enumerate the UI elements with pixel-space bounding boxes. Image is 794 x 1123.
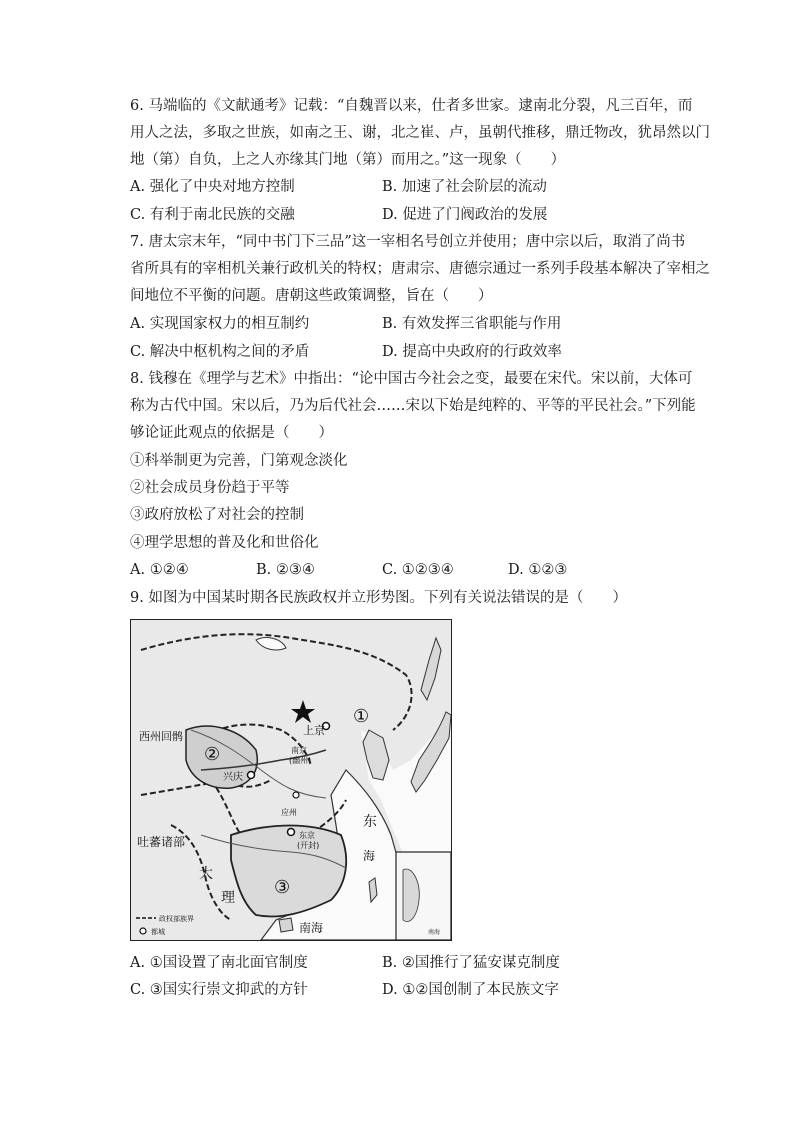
q7-stem-line-2: 省所具有的宰相机关兼行政机关的特权；唐肃宗、唐德宗通过一系列手段基本解决了宰相之: [130, 261, 710, 277]
label-xizhou: 西州回鹘: [139, 730, 183, 743]
q7-option-c: C. 解决中枢机构之间的矛盾: [130, 344, 310, 360]
label-dong: 东: [363, 814, 377, 830]
q8-option-c: C. ①②③④: [382, 562, 454, 578]
legend-border-label: 政权部族界: [159, 915, 194, 923]
label-dali-2: 理: [221, 890, 235, 906]
q8-option-b: B. ②③④: [256, 562, 315, 578]
q7-option-b: B. 有效发挥三省职能与作用: [382, 316, 562, 332]
label-dongjing-2: (开封): [297, 841, 320, 850]
q8-option-d: D. ①②③: [508, 562, 568, 578]
label-nanjing-2: (幽州): [289, 756, 312, 765]
q8-item-3: ③政府放松了对社会的控制: [130, 507, 304, 523]
label-nanhai: 南海: [299, 921, 324, 935]
label-dongjing-1: 东京: [299, 831, 315, 840]
label-nanjing-1: 南京: [291, 746, 307, 755]
label-tubo: 吐蕃诸部: [137, 835, 186, 849]
q7-option-d: D. 提高中央政府的行政效率: [382, 344, 562, 360]
legend-capital-label: 都城: [151, 928, 165, 936]
q9-option-a: A. ①国设置了南北面官制度: [130, 955, 308, 971]
q6-option-a: A. 强化了中央对地方控制: [130, 179, 295, 195]
label-yingtian: 应州: [281, 808, 297, 817]
label-shangjing: 上京: [303, 724, 325, 737]
label-state-2: ②: [204, 744, 221, 765]
q6-option-b: B. 加速了社会阶层的流动: [382, 179, 547, 195]
q8-stem-line-1: 8. 钱穆在《理学与艺术》中指出：“论中国古今社会之变，最要在宋代。宋以前，大体可: [130, 371, 693, 387]
label-state-1: ①: [353, 706, 370, 727]
label-state-3: ③: [274, 877, 291, 898]
q6-stem-line-1: 6. 马端临的《文献通考》记载：“自魏晋以来，仕者多世家。逮南北分裂，凡三百年，而: [130, 98, 693, 114]
q8-item-1: ①科举制更为完善，门第观念淡化: [130, 453, 348, 469]
q7-option-a: A. 实现国家权力的相互制约: [130, 316, 310, 332]
q8-item-2: ②社会成员身份趋于平等: [130, 480, 290, 496]
q6-option-c: C. 有利于南北民族的交融: [130, 207, 295, 223]
q9-option-d: D. ①②国创制了本民族文字: [382, 982, 559, 998]
q6-stem-line-3: 地（第）自负，上之人亦缘其门地（第）而用之。”这一现象（ ）: [130, 152, 566, 168]
q9-option-b: B. ②国推行了猛安谋克制度: [382, 955, 560, 971]
q7-stem-line-3: 间地位不平衡的问题。唐朝这些政策调整，旨在（ ）: [130, 288, 493, 304]
q8-option-a: A. ①②④: [130, 562, 189, 578]
q9-stem: 9. 如图为中国某时期各民族政权并立形势图。下列有关说法错误的是（ ）: [130, 590, 627, 606]
q8-stem-line-2: 称为古代中国。宋以后，乃为后代社会……宋以下始是纯粹的、平等的平民社会。”下列能: [130, 398, 696, 414]
label-dali-1: 大: [199, 866, 213, 882]
historical-map: [130, 619, 452, 941]
map-drawing: [131, 620, 451, 940]
q6-stem-line-2: 用人之法，多取之世族，如南之王、谢，北之崔、卢，虽朝代推移，鼎迁物改，犹昂然以门: [130, 125, 710, 141]
label-xingqing: 兴庆: [223, 772, 243, 783]
q8-stem-line-3: 够论证此观点的依据是（ ）: [130, 425, 333, 441]
label-hai: 海: [363, 849, 376, 863]
inset-label: 南海: [428, 929, 441, 936]
q6-option-d: D. 促进了门阀政治的发展: [382, 207, 548, 223]
q7-stem-line-1: 7. 唐太宗末年，“同中书门下三品”这一宰相名号创立并使用；唐中宗以后，取消了尚书: [130, 234, 686, 250]
q8-item-4: ④理学思想的普及化和世俗化: [130, 535, 319, 551]
q9-option-c: C. ③国实行崇文抑武的方针: [130, 982, 308, 998]
